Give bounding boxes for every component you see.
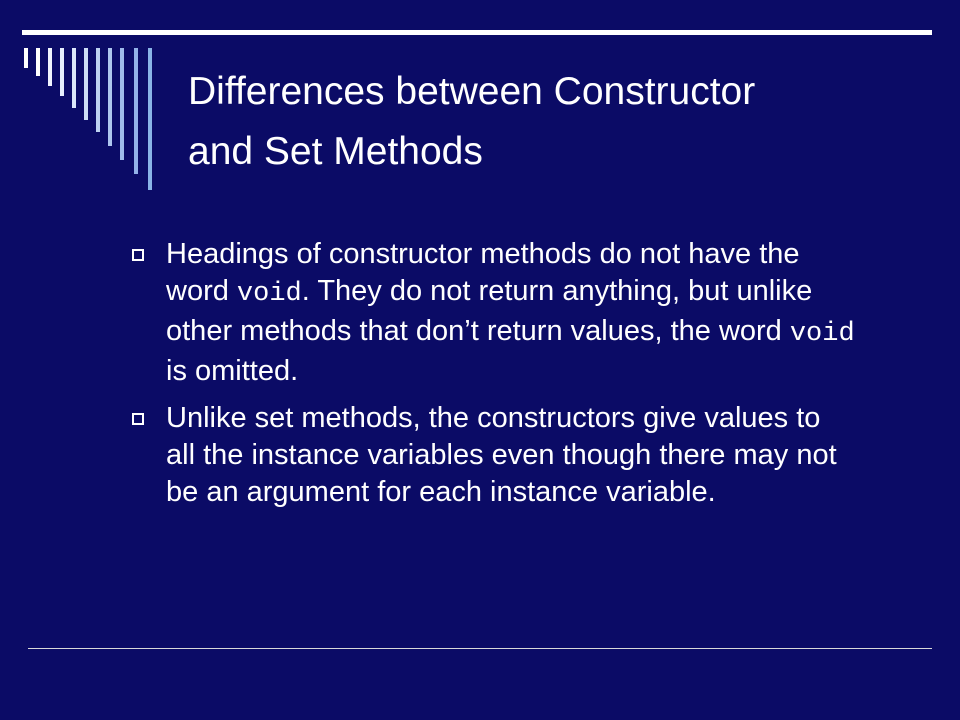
bullet-list [126,236,856,521]
bullet-text: . They do not return anything, but unlike other methods that don’t return values, the word [166,275,813,347]
stripe [108,48,112,146]
stripe [72,48,76,108]
bullet-text: Headings of constructor methods do not have the word [166,238,800,307]
bullet-text: Unlike set methods, the constructors give values to all the instance variables even though there may not be an argument for each instance variable. [166,402,837,508]
title-line-1: Differences between Constructor [188,70,756,113]
stripe [60,48,64,96]
bullet-text: is omitted. [166,355,299,387]
code-void: void [789,319,855,349]
title-line-2: and Set Methods [188,130,483,173]
bullet-item-set-methods [126,400,856,511]
hollow-square-icon [132,413,144,425]
stripe [24,48,28,68]
stripe [96,48,100,132]
stripe [148,48,152,190]
slide-title [188,62,928,182]
code-void: void [236,279,302,309]
stripe [120,48,124,160]
stripe [84,48,88,120]
bullet-item-constructor-headings [126,236,856,390]
stripe [134,48,138,174]
top-rule [22,30,932,35]
stripe [36,48,40,76]
bottom-rule [28,648,932,649]
hollow-square-icon [132,249,144,261]
stripe [48,48,52,86]
